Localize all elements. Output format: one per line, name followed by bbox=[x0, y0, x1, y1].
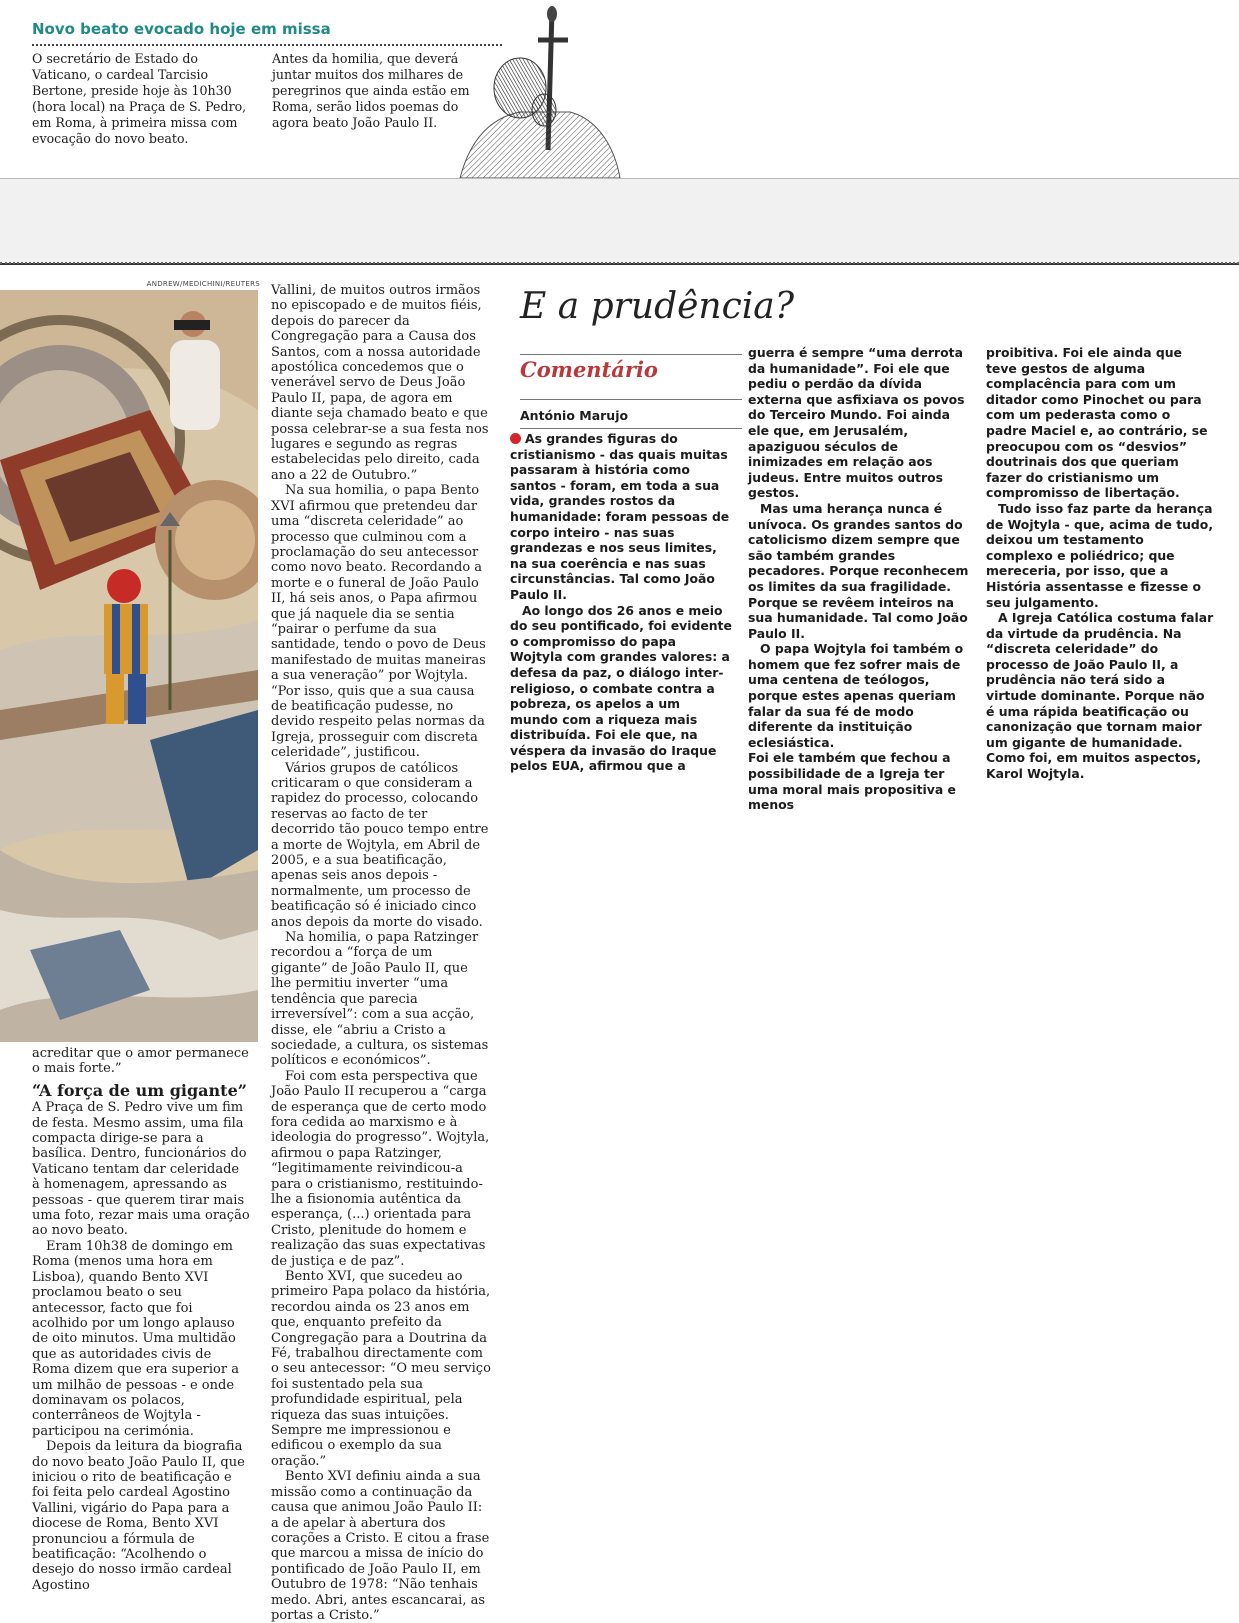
commentary-paragraph: Foi ele também que fechou a possibilidade de a Igreja ter uma moral mais propositiva e menos bbox=[748, 750, 956, 813]
article-paragraph: acreditar que o amor permanece o mais forte.” bbox=[32, 1046, 249, 1077]
article-paragraph: Vallini, de muitos outros irmãos no episcopado e de muitos fiéis, depois do parecer da Congregação para a Causa dos Santos, com a nossa autoridade apostólica concedemos que o venerável servo de Deus João Paulo II, papa, de agora em diante seja chamado beato e que possa celebrar-se a sua festa nos lugares e segundo as regras estabelecidas pelo direito, cada ano a 22 de Outubro.” bbox=[271, 283, 489, 483]
article-subhead: “A força de um gigante” bbox=[32, 1080, 247, 1100]
commentary-paragraph: Ao longo dos 26 anos e meio do seu pontificado, foi evidente o compromisso do papa Wojtyla com grandes valores: a defesa da paz, o diálogo inter-religioso, o combate contra a pobreza, os apelos a um mundo com a riqueza mais distribuída. Foi ele que, na véspera da invasão do Iraque pelos EUA, afirmou que a bbox=[510, 602, 732, 774]
article-paragraph: Vários grupos de católicos criticaram o que consideram a rapidez do processo, colocando reservas ao facto de ter decorrido tão pouco tempo entre a morte de Wojtyla, em Abril de 2005, e a sua beatificação, apenas seis anos depois - normalmente, um processo de beatificação só é iniciado cinco anos depois da morte do visado. bbox=[271, 760, 489, 930]
photo-saint-peters-ceremony bbox=[0, 290, 258, 1042]
commentary-paragraph: proibitiva. Foi ele ainda que teve gestos de alguma complacência para com um ditador como Pinochet ou para com um pederasta como o padre Maciel e, ao contrário, se preocupou com os “desvios” doutrinais dos que queriam fazer do cristianismo um compromisso de libertação. bbox=[986, 345, 1208, 501]
commentary-kicker: Comentário bbox=[520, 357, 658, 382]
photo-credit: ANDREW/MEDICHINI/REUTERS bbox=[146, 280, 260, 288]
gray-separator-band bbox=[0, 178, 1239, 265]
article-paragraph: Na sua homilia, o papa Bento XVI afirmou que pretendeu dar uma “discreta celeridade” ao processo que culminou com a proclamação do seu antecessor como novo beato. Recordando a morte e o funeral de João Paulo II, há seis anos, o Papa afirmou que já naquele dia se sentia “pairar o perfume da sua santidade, tendo o povo de Deus manifestado de muitas maneiras a sua veneração” por Wojtyla. “Por isso, quis que a sua causa de beatificação pudesse, no devido respeito pelas normas da Igreja, prosseguir com discreta celeridade”, justificou. bbox=[271, 483, 486, 761]
brief-headline: Novo beato evocado hoje em missa bbox=[32, 20, 331, 38]
dotted-divider bbox=[0, 262, 1239, 264]
article-column-1 bbox=[32, 1046, 250, 1593]
rule-divider bbox=[520, 354, 742, 355]
brief-column-2: Antes da homilia, que deverá juntar muitos dos milhares de peregrinos que ainda estão em Roma, serão lidos poemas do agora beato João Paulo II. bbox=[272, 51, 470, 130]
article-paragraph: Eram 10h38 de domingo em Roma (menos uma hora em Lisboa), quando Bento XVI proclamou beato o seu antecessor, facto que foi acolhido por um longo aplauso de oito minutos. Uma multidão que as autoridades civis de Roma dizem que era superior a um milhão de pessoas - e onde dominavam os polacos, conterrâneos de Wojtyla - participou na cerimónia. bbox=[32, 1238, 239, 1439]
article-paragraph: Foi com esta perspectiva que João Paulo II recuperou a “carga de esperança que de certo modo fora cedida ao marxismo e à ideologia do progresso”. Wojtyla, afirmou o papa Ratzinger, “legitimamente reivindicou-a para o cristianismo, restituindo-lhe a fisionomia autêntica da esperança, (...) orientada para Cristo, plenitude do homem e realização das suas expectativas de justiça e de paz”. bbox=[271, 1068, 490, 1269]
article-column-2 bbox=[271, 283, 491, 1623]
commentary-paragraph: A Igreja Católica costuma falar da virtude da prudência. Na “discreta celeridade” do processo de João Paulo II, a prudência não terá sido a virtude dominante. Porque não é uma rápida beatificação ou canonização que tornam maior um gigante de humanidade. Como foi, em muitos aspectos, Karol Wojtyla. bbox=[986, 610, 1214, 782]
commentary-column-2 bbox=[748, 345, 970, 813]
rule-divider bbox=[520, 428, 742, 429]
rule-divider bbox=[520, 399, 742, 400]
article-paragraph: Depois da leitura da biografia do novo beato João Paulo II, que iniciou o rito de beatificação e foi feita pelo cardeal Agostino Vallini, vigário do Papa para a diocese de Roma, Bento XVI pronunciou a fórmula de beatificação: “Acolhendo o desejo do nosso irmão cardeal Agostino bbox=[32, 1439, 245, 1593]
commentary-column-1 bbox=[510, 431, 732, 774]
red-dot-icon bbox=[510, 433, 521, 444]
byline: António Marujo bbox=[520, 408, 629, 423]
commentary-paragraph: As grandes figuras do cristianismo - das quais muitas passaram à história como santos - foram, em toda a sua vida, grandes rostos da humanidade: foram pessoas de corpo inteiro - nas suas grandezas e nos seus limites, na sua coerência e nas suas circunstâncias. Tal como João Paulo II. bbox=[510, 431, 730, 602]
article-paragraph: Na homilia, o papa Ratzinger recordou a “força de um gigante” de João Paulo II, que lhe permitiu inverter “uma tendência que parecia irreversível”: com a sua acção, disse, ele “abriu a Cristo a sociedade, a cultura, os sistemas políticos e económicos”. bbox=[271, 930, 489, 1069]
commentary-paragraph: guerra é sempre “uma derrota da humanidade”. Foi ele que pediu o perdão da dívida externa que asfixiava os povos do Terceiro Mundo. Foi ainda ele que, em Jerusalém, apaziguou séculos de inimizades em relação aos judeus. Entre muitos outros gestos. bbox=[748, 345, 965, 501]
commentary-paragraph: O papa Wojtyla foi também o homem que fez sofrer mais de uma centena de teólogos, porque estes apenas queriam falar da sua fé de modo diferente da instituição eclesiástica. bbox=[748, 641, 964, 750]
article-paragraph: A Praça de S. Pedro vive um fim de festa. Mesmo assim, uma fila compacta dirige-se para a basílica. Dentro, funcionários do Vaticano tentam dar celeridade à homenagem, apressando as pessoas - que querem tirar mais uma foto, rezar mais uma oração ao novo beato. bbox=[32, 1100, 250, 1239]
commentary-column-3 bbox=[986, 345, 1214, 782]
commentary-title: E a prudência? bbox=[520, 286, 795, 327]
commentary-paragraph: Mas uma herança nunca é unívoca. Os grandes santos do catolicismo dizem sempre que são também grandes pecadores. Porque reconhecem os limites da sua fragilidade. Porque se revêem inteiros na sua humanidade. Tal como João Paulo II. bbox=[748, 500, 969, 641]
article-paragraph: Bento XVI definiu ainda a sua missão como a continuação da causa que animou João Paulo II: a de apelar à abertura dos corações a Cristo. E citou a frase que marcou a missa de início do pontificado de João Paulo II, em Outubro de 1978: “Não tenhais medo. Abri, antes escancarai, as portas a Cristo.” bbox=[271, 1469, 490, 1623]
article-paragraph: Bento XVI, que sucedeu ao primeiro Papa polaco da história, recordou ainda os 23 anos em que, enquanto prefeito da Congregação para a Doutrina da Fé, trabalhou directamente com o seu antecessor: “O meu serviço foi sustentado pela sua profundidade espiritual, pela riqueza das suas intuições. Sempre me impressionou e edificou o exemplo da sua oração.” bbox=[271, 1269, 491, 1469]
dotted-divider bbox=[32, 44, 502, 46]
brief-column-1: O secretário de Estado do Vaticano, o cardeal Tarcisio Bertone, preside hoje às 10h30 (hora local) na Praça de S. Pedro, em Roma, à primeira missa com evocação do novo beato. bbox=[32, 51, 247, 146]
pope-illustration bbox=[440, 0, 630, 178]
commentary-paragraph: Tudo isso faz parte da herança de Wojtyla - que, acima de tudo, deixou um testamento complexo e poliédrico; que mereceria, por isso, que a História assentasse e fizesse o seu julgamento. bbox=[986, 500, 1214, 610]
